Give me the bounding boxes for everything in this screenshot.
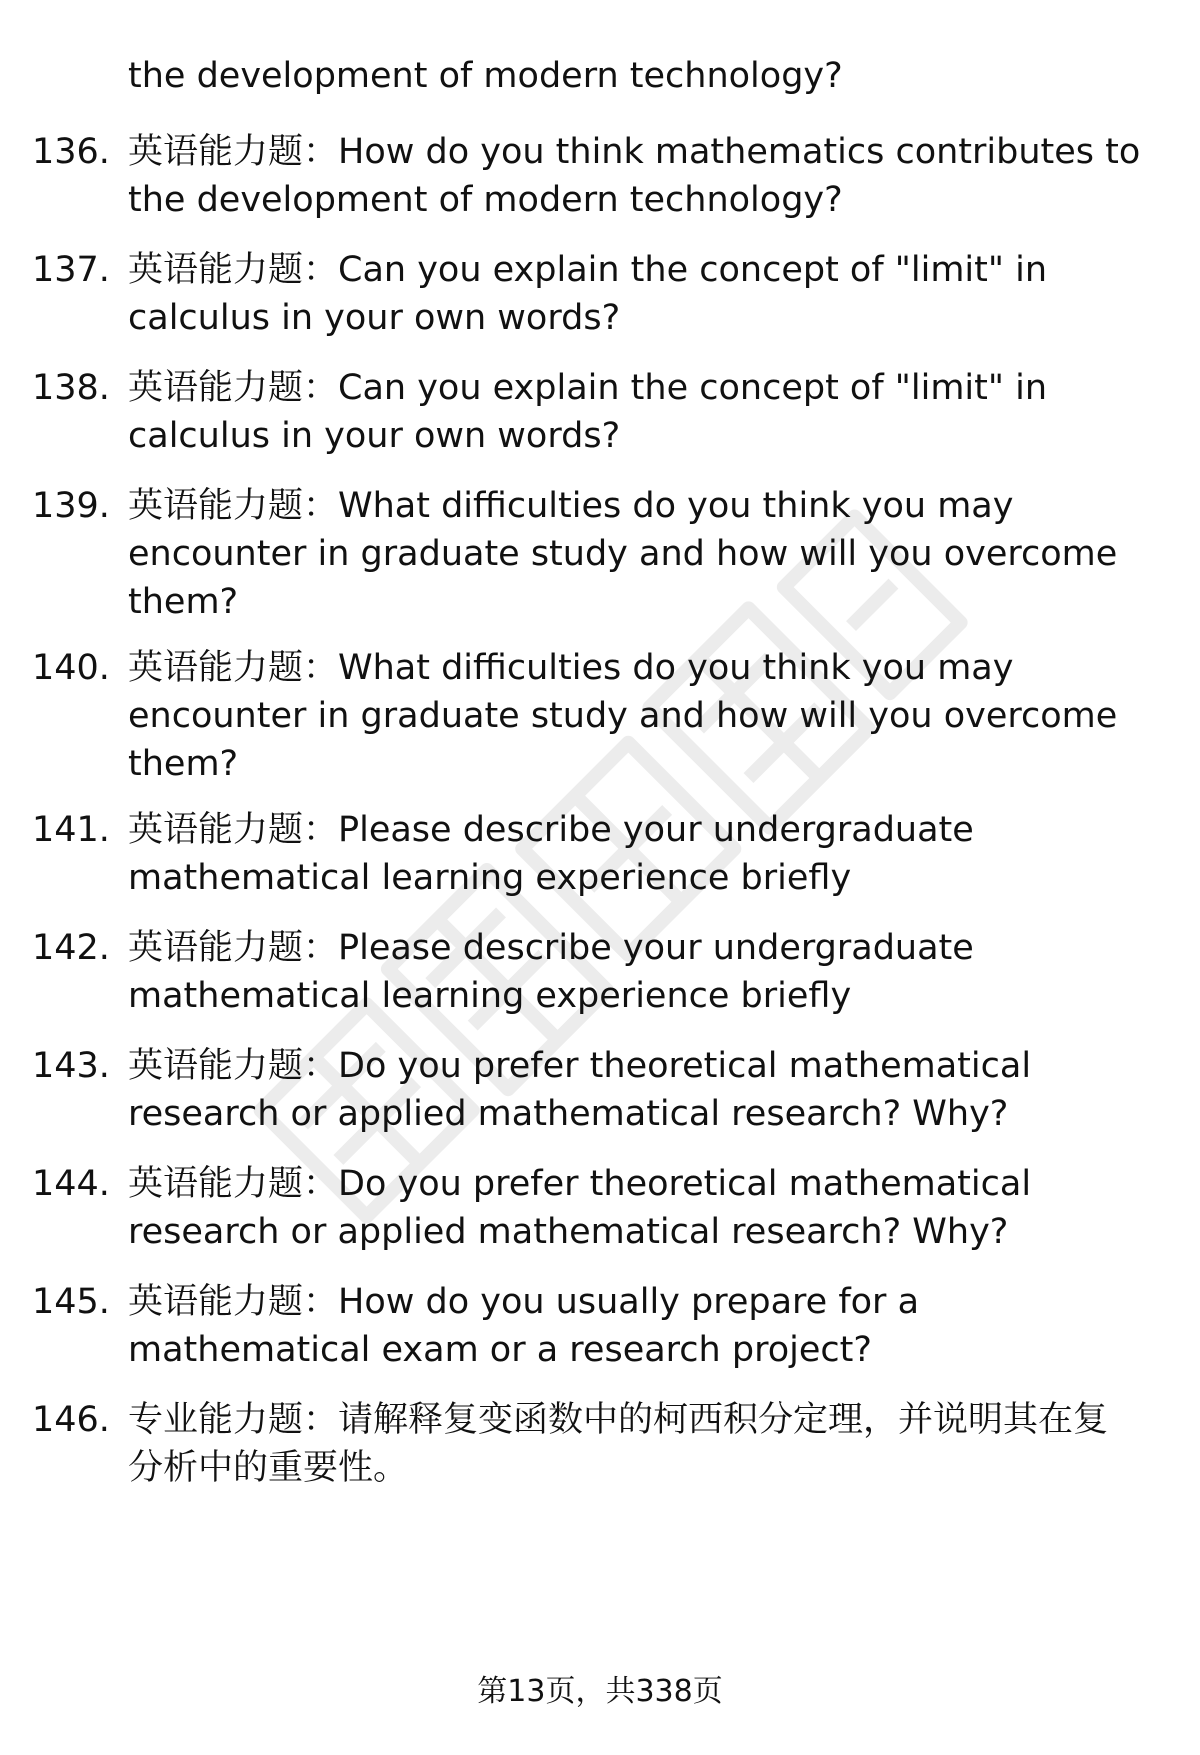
question-line: mathematical learning experience briefly bbox=[128, 858, 852, 898]
question-line: 英语能力题：What difficulties do you think you may bbox=[128, 648, 1014, 688]
question-line: 英语能力题：Please describe your undergraduate bbox=[128, 810, 974, 850]
question-line: the development of modern technology? bbox=[128, 56, 843, 96]
question-line: 专业能力题：请解释复变函数中的柯西积分定理，并说明其在复 bbox=[128, 1400, 1109, 1440]
question-number: 138. bbox=[32, 368, 110, 408]
question-line: 英语能力题：How do you think mathematics contributes to bbox=[128, 132, 1141, 172]
question-number: 142. bbox=[32, 928, 110, 968]
question-line: 英语能力题：Do you prefer theoretical mathematical bbox=[128, 1164, 1032, 1204]
question-line: research or applied mathematical research? Why? bbox=[128, 1094, 1009, 1134]
question-line: encounter in graduate study and how will you overcome bbox=[128, 534, 1118, 574]
question-line: them? bbox=[128, 744, 239, 784]
question-line: calculus in your own words? bbox=[128, 416, 621, 456]
question-line: the development of modern technology? bbox=[128, 180, 843, 220]
question-number: 140. bbox=[32, 648, 110, 688]
question-line: encounter in graduate study and how will you overcome bbox=[128, 696, 1118, 736]
question-number: 141. bbox=[32, 810, 110, 850]
question-number: 144. bbox=[32, 1164, 110, 1204]
question-number: 137. bbox=[32, 250, 110, 290]
question-text bbox=[128, 806, 1168, 902]
question-line: 英语能力题：Please describe your undergraduate bbox=[128, 928, 974, 968]
page-number-label: 第13页，共338页 bbox=[477, 1674, 723, 1709]
question-text bbox=[128, 246, 1168, 342]
question-text bbox=[128, 1160, 1168, 1256]
question-number: 136. bbox=[32, 132, 110, 172]
question-line: research or applied mathematical research? Why? bbox=[128, 1212, 1009, 1252]
question-text bbox=[128, 482, 1168, 626]
question-line: mathematical learning experience briefly bbox=[128, 976, 852, 1016]
question-text bbox=[128, 1042, 1168, 1138]
question-line: 英语能力题：How do you usually prepare for a bbox=[128, 1282, 920, 1322]
question-text bbox=[128, 1396, 1168, 1492]
question-number: 145. bbox=[32, 1282, 110, 1322]
page-footer bbox=[0, 1672, 1200, 1712]
question-number: 139. bbox=[32, 486, 110, 526]
question-line: 英语能力题：Can you explain the concept of "limit" in bbox=[128, 250, 1048, 290]
question-text bbox=[128, 644, 1168, 788]
question-line: 英语能力题：What difficulties do you think you may bbox=[128, 486, 1014, 526]
question-text bbox=[128, 924, 1168, 1020]
question-line: mathematical exam or a research project? bbox=[128, 1330, 872, 1370]
question-line: calculus in your own words? bbox=[128, 298, 621, 338]
question-line: 分析中的重要性。 bbox=[128, 1448, 409, 1488]
question-text bbox=[128, 364, 1168, 460]
question-text bbox=[128, 1278, 1168, 1374]
question-number: 143. bbox=[32, 1046, 110, 1086]
question-line: them? bbox=[128, 582, 239, 622]
question-line: 英语能力题：Do you prefer theoretical mathematical bbox=[128, 1046, 1032, 1086]
question-text bbox=[128, 128, 1168, 224]
question-number: 146. bbox=[32, 1400, 110, 1440]
question-line: 英语能力题：Can you explain the concept of "limit" in bbox=[128, 368, 1048, 408]
question-text bbox=[128, 52, 1168, 100]
